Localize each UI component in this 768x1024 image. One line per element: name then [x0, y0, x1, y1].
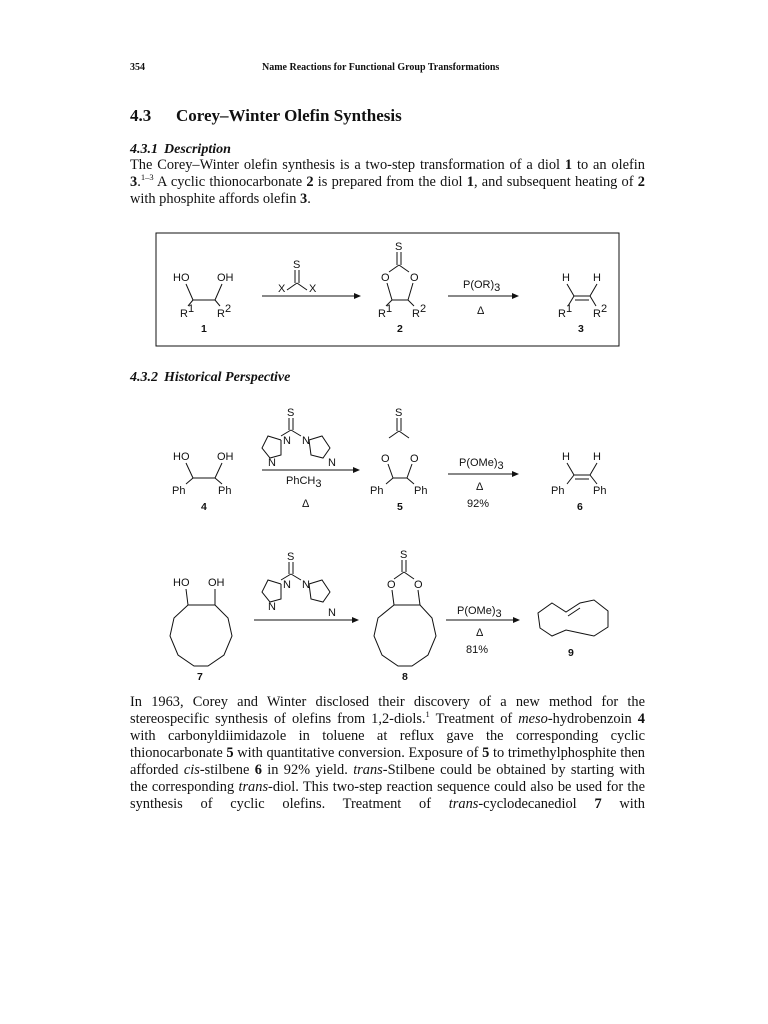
- compound-label: 4: [201, 501, 207, 513]
- compound-label: 8: [402, 671, 408, 683]
- compound-label: 6: [577, 501, 583, 513]
- svg-text:N: N: [328, 607, 336, 619]
- historical-paragraph: In 1963, Corey and Winter disclosed their discovery of a new method for the stereospecific synthesis of olefins from 1,2-diols.$^1$ Treatment of meso-hydrobenzoin 4 with carbonyldiimidazole in toluene at reflux gave the corresponding cyclic thionocarbonate 5 with quantitative conversion. Exposure of 5 to trimethylphosphite then afforded cis-stilbene 6 in 92% yield. trans-Stilbene could be obtained by starting with the corresponding trans-diol. This two-step reaction sequence could also be used for the synthesis of cyclic olefins. Treatment of trans-cyclodecanediol 7 with: [130, 694, 646, 812]
- reagent-label: P(OMe)3: [459, 457, 504, 472]
- substituent-label: R2: [217, 303, 232, 320]
- svg-text:H: H: [562, 451, 570, 463]
- svg-text:Ph: Ph: [414, 485, 428, 497]
- svg-text:Ph: Ph: [218, 485, 232, 497]
- compound-label: 3: [578, 323, 584, 335]
- page-number: 354: [130, 62, 145, 73]
- compound-label: 7: [197, 671, 203, 683]
- oxygen-label: O: [410, 272, 419, 284]
- svg-text:N: N: [302, 579, 310, 591]
- hydroxyl-label: OH: [217, 272, 234, 284]
- running-title: Name Reactions for Functional Group Transformations: [262, 62, 500, 73]
- svg-text:H: H: [593, 451, 601, 463]
- citation-ref: 1: [425, 709, 430, 720]
- substituent-label: R1: [180, 303, 195, 320]
- leaving-group-label: X: [309, 283, 317, 295]
- oxygen-label: O: [381, 272, 390, 284]
- svg-text:Ph: Ph: [172, 485, 186, 497]
- compound-label: 2: [397, 323, 403, 335]
- sulfur-label: S: [395, 241, 403, 253]
- section-number: 4.3: [130, 106, 152, 125]
- svg-text:OH: OH: [217, 451, 234, 463]
- substituent-label: R1: [558, 303, 573, 320]
- svg-text:N: N: [268, 601, 276, 613]
- subsection-number: 4.3.2: [130, 370, 158, 385]
- svg-text:O: O: [387, 579, 396, 591]
- citation-ref: 1–3: [140, 172, 154, 183]
- compound-label: 9: [568, 647, 574, 659]
- svg-text:S: S: [287, 407, 295, 419]
- subsection-number: 4.3.1: [130, 142, 158, 157]
- svg-text:OH: OH: [208, 577, 225, 589]
- sulfur-label: S: [293, 259, 301, 271]
- description-paragraph: The Corey–Winter olefin synthesis is a two-step transformation of a diol 1 to an olefin 3.$^{1-3}$ A cyclic thionocarbonate 2 is prepared from the diol 1, and subsequent heating of 2 with phosphite affords olefin 3.: [130, 157, 645, 207]
- solvent-label: PhCH3: [286, 475, 322, 490]
- svg-text:Ph: Ph: [370, 485, 384, 497]
- svg-text:O: O: [381, 453, 390, 465]
- heat-label: Δ: [476, 481, 484, 493]
- svg-text:N: N: [283, 579, 291, 591]
- svg-text:Ph: Ph: [593, 485, 607, 497]
- svg-text:O: O: [410, 453, 419, 465]
- heat-label: Δ: [302, 498, 310, 510]
- svg-text:N: N: [328, 457, 336, 469]
- hydroxyl-label: HO: [173, 272, 190, 284]
- svg-text:S: S: [400, 549, 408, 561]
- section-title-text: Corey–Winter Olefin Synthesis: [176, 106, 402, 125]
- substituent-label: R1: [378, 303, 393, 320]
- svg-text:N: N: [283, 435, 291, 447]
- heat-label: Δ: [477, 305, 485, 317]
- svg-text:HO: HO: [173, 451, 190, 463]
- svg-text:HO: HO: [173, 577, 190, 589]
- hydrogen-label: H: [562, 272, 570, 284]
- leaving-group-label: X: [278, 283, 286, 295]
- hydrogen-label: H: [593, 272, 601, 284]
- substituent-label: R2: [412, 303, 427, 320]
- svg-text:N: N: [268, 457, 276, 469]
- svg-text:N: N: [302, 435, 310, 447]
- compound-label: 5: [397, 501, 403, 513]
- heat-label: Δ: [476, 627, 484, 639]
- subsection-title: Description: [164, 142, 231, 157]
- yield-label: 81%: [466, 644, 489, 656]
- svg-text:Ph: Ph: [551, 485, 565, 497]
- subsection-title: Historical Perspective: [164, 370, 291, 385]
- substituent-label: R2: [593, 303, 608, 320]
- svg-text:S: S: [395, 407, 403, 419]
- svg-text:O: O: [414, 579, 423, 591]
- compound-label: 1: [201, 323, 207, 335]
- reagent-label: P(OR)3: [463, 279, 501, 294]
- svg-text:S: S: [287, 551, 295, 563]
- yield-label: 92%: [467, 498, 490, 510]
- reagent-label: P(OMe)3: [457, 605, 502, 620]
